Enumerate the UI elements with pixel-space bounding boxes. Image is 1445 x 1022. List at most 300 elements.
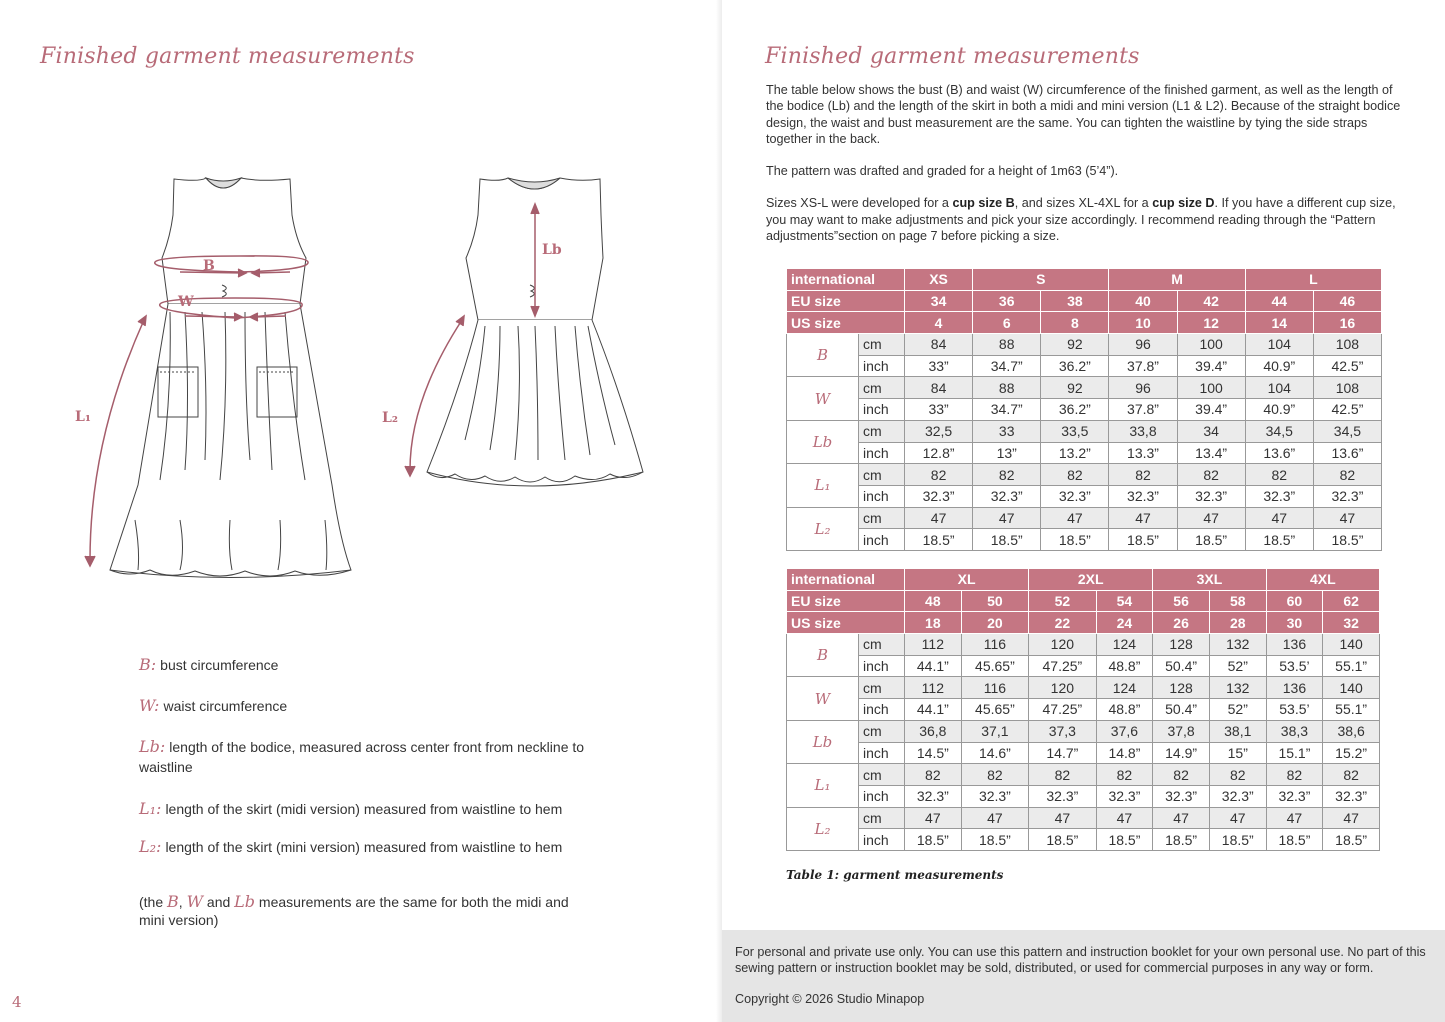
measurement-row bbox=[787, 399, 1382, 421]
measurement-value: 47 bbox=[1177, 507, 1245, 529]
size-header-cell: L bbox=[1245, 269, 1381, 291]
measurement-value: 32.3” bbox=[1041, 485, 1109, 507]
measurement-value: 32.3” bbox=[905, 785, 962, 807]
measurement-value: 34,5 bbox=[1245, 420, 1313, 442]
eu-size-row bbox=[787, 290, 1382, 312]
intro-text-run: . If you have a different cup size, you may want to make adjustments and pick your size accordingly. I recommend reading through the “Pattern adjustments”section on page 7 before picking a size. bbox=[766, 196, 1396, 244]
note-key: W bbox=[186, 892, 204, 911]
measurement-value: 34 bbox=[1177, 420, 1245, 442]
legend-item bbox=[139, 737, 589, 777]
figure-label-l1: L₁ bbox=[75, 409, 91, 425]
size-header-cell: 14 bbox=[1245, 312, 1313, 334]
legend-item bbox=[139, 799, 589, 819]
measurement-value: 42.5” bbox=[1313, 399, 1381, 421]
legend-key: L₂: bbox=[139, 837, 162, 856]
row-header: international bbox=[787, 269, 905, 291]
measurement-row bbox=[787, 720, 1380, 742]
unit-label: cm bbox=[859, 720, 905, 742]
measurement-label: Lb bbox=[787, 420, 859, 463]
measurement-value: 38,6 bbox=[1323, 720, 1380, 742]
measurement-value: 14.6” bbox=[961, 742, 1028, 764]
size-header-cell: 42 bbox=[1177, 290, 1245, 312]
size-header-cell: 12 bbox=[1177, 312, 1245, 334]
right-page-title: Finished garment measurements bbox=[765, 44, 1140, 69]
measurement-value: 92 bbox=[1041, 334, 1109, 356]
measurement-value: 45.65” bbox=[961, 655, 1028, 677]
size-header-cell: M bbox=[1109, 269, 1245, 291]
measurement-value: 33 bbox=[973, 420, 1041, 442]
measurement-value: 48.8” bbox=[1096, 699, 1153, 721]
measurement-value: 32.3” bbox=[1096, 785, 1153, 807]
measurement-value: 37,8 bbox=[1153, 720, 1210, 742]
measurement-value: 96 bbox=[1109, 334, 1177, 356]
measurement-value: 14.8” bbox=[1096, 742, 1153, 764]
figure-label-w: W bbox=[178, 294, 194, 310]
measurement-value: 100 bbox=[1177, 377, 1245, 399]
unit-label: inch bbox=[859, 655, 905, 677]
unit-label: cm bbox=[859, 377, 905, 399]
measurement-value: 18.5” bbox=[1266, 829, 1323, 851]
measurement-value: 36,8 bbox=[905, 720, 962, 742]
measurement-value: 88 bbox=[973, 377, 1041, 399]
measurement-value: 82 bbox=[1096, 764, 1153, 786]
measurement-value: 36.2” bbox=[1041, 355, 1109, 377]
measurement-value: 82 bbox=[1209, 764, 1266, 786]
note-key: Lb bbox=[234, 892, 256, 911]
measurement-value: 128 bbox=[1153, 677, 1210, 699]
measurement-value: 48.8” bbox=[1096, 655, 1153, 677]
measurement-value: 38,3 bbox=[1266, 720, 1323, 742]
size-header-cell: S bbox=[973, 269, 1109, 291]
unit-label: inch bbox=[859, 785, 905, 807]
measurement-value: 18.5” bbox=[1313, 529, 1381, 551]
us-size-row bbox=[787, 612, 1380, 634]
measurement-row bbox=[787, 634, 1380, 656]
legend-item bbox=[139, 837, 589, 857]
measurement-value: 104 bbox=[1245, 377, 1313, 399]
measurement-value: 39.4” bbox=[1177, 355, 1245, 377]
legend-text: length of the bodice, measured across center front from neckline to waistline bbox=[139, 739, 585, 775]
measurements-table-xl-4xl bbox=[786, 568, 1380, 851]
cup-size-d: cup size D bbox=[1152, 196, 1215, 211]
size-header-cell: 38 bbox=[1041, 290, 1109, 312]
note-text: measurements are the same for both the midi and mini version) bbox=[139, 894, 569, 928]
measurement-value: 53.5’ bbox=[1266, 655, 1323, 677]
measurement-value: 18.5” bbox=[1209, 829, 1266, 851]
measurement-value: 32.3” bbox=[961, 785, 1028, 807]
measurement-value: 32.3” bbox=[1323, 785, 1380, 807]
legend-key: L₁: bbox=[139, 799, 162, 818]
measurement-value: 37.8” bbox=[1109, 399, 1177, 421]
measurement-value: 18.5” bbox=[905, 529, 973, 551]
unit-label: inch bbox=[859, 829, 905, 851]
measurement-value: 32,5 bbox=[905, 420, 973, 442]
measurement-value: 55.1” bbox=[1323, 699, 1380, 721]
measurement-value: 82 bbox=[1109, 464, 1177, 486]
intro-paragraph: The pattern was drafted and graded for a height of 1m63 (5’4”). bbox=[766, 164, 1119, 179]
measurement-value: 55.1” bbox=[1323, 655, 1380, 677]
intro-paragraph bbox=[766, 195, 1406, 244]
measurement-value: 18.5” bbox=[1177, 529, 1245, 551]
unit-label: inch bbox=[859, 399, 905, 421]
unit-label: inch bbox=[859, 529, 905, 551]
measurement-value: 136 bbox=[1266, 634, 1323, 656]
size-header-cell: 36 bbox=[973, 290, 1041, 312]
measurement-value: 34.7” bbox=[973, 355, 1041, 377]
size-header-cell: 18 bbox=[905, 612, 962, 634]
measurement-value: 124 bbox=[1096, 634, 1153, 656]
measurement-value: 32.3” bbox=[1266, 785, 1323, 807]
unit-label: inch bbox=[859, 355, 905, 377]
legend-text: bust circumference bbox=[160, 657, 279, 673]
measurement-value: 82 bbox=[1153, 764, 1210, 786]
measurement-value: 47 bbox=[1109, 507, 1177, 529]
measurement-value: 34,5 bbox=[1313, 420, 1381, 442]
measurement-value: 15” bbox=[1209, 742, 1266, 764]
us-size-row bbox=[787, 312, 1382, 334]
measurement-value: 52” bbox=[1209, 699, 1266, 721]
measurement-value: 82 bbox=[1313, 464, 1381, 486]
measurement-value: 32.3” bbox=[1245, 485, 1313, 507]
measurement-value: 112 bbox=[905, 677, 962, 699]
measurement-label: B bbox=[787, 334, 859, 377]
measurement-value: 15.2” bbox=[1323, 742, 1380, 764]
size-header-cell: 34 bbox=[905, 290, 973, 312]
unit-label: inch bbox=[859, 699, 905, 721]
measurement-value: 32.3” bbox=[1029, 785, 1096, 807]
measurement-value: 132 bbox=[1209, 634, 1266, 656]
measurement-value: 47 bbox=[1209, 807, 1266, 829]
measurement-value: 44.1” bbox=[905, 699, 962, 721]
measurement-value: 37,3 bbox=[1029, 720, 1096, 742]
measurement-value: 82 bbox=[961, 764, 1028, 786]
measurement-value: 15.1” bbox=[1266, 742, 1323, 764]
measurement-value: 13.3” bbox=[1109, 442, 1177, 464]
measurement-value: 18.5” bbox=[905, 829, 962, 851]
measurement-value: 82 bbox=[973, 464, 1041, 486]
measurement-row bbox=[787, 442, 1382, 464]
measurement-value: 128 bbox=[1153, 634, 1210, 656]
measurement-value: 100 bbox=[1177, 334, 1245, 356]
measurement-value: 37,6 bbox=[1096, 720, 1153, 742]
unit-label: inch bbox=[859, 442, 905, 464]
size-header-cell: 58 bbox=[1209, 590, 1266, 612]
measurement-value: 45.65” bbox=[961, 699, 1028, 721]
measurement-value: 84 bbox=[905, 377, 973, 399]
measurement-value: 47 bbox=[1323, 807, 1380, 829]
measurement-value: 32.3” bbox=[1109, 485, 1177, 507]
intro-text-run: , and sizes XL-4XL for a bbox=[1014, 196, 1153, 211]
measurement-row bbox=[787, 355, 1382, 377]
measurement-value: 33,5 bbox=[1041, 420, 1109, 442]
measurement-value: 14.7” bbox=[1029, 742, 1096, 764]
measurement-row bbox=[787, 829, 1380, 851]
measurement-value: 47 bbox=[1153, 807, 1210, 829]
cup-size-b: cup size B bbox=[952, 196, 1015, 211]
measurement-row bbox=[787, 699, 1380, 721]
measurement-value: 120 bbox=[1029, 677, 1096, 699]
size-header-cell: 24 bbox=[1096, 612, 1153, 634]
measurement-value: 32.3” bbox=[905, 485, 973, 507]
measurement-row bbox=[787, 785, 1380, 807]
measurement-value: 108 bbox=[1313, 377, 1381, 399]
measurement-value: 18.5” bbox=[961, 829, 1028, 851]
measurement-value: 82 bbox=[1323, 764, 1380, 786]
measurement-label: W bbox=[787, 377, 859, 420]
size-header-cell: 46 bbox=[1313, 290, 1381, 312]
size-header-cell: 54 bbox=[1096, 590, 1153, 612]
measurement-value: 18.5” bbox=[1109, 529, 1177, 551]
measurement-value: 47.25” bbox=[1029, 655, 1096, 677]
unit-label: cm bbox=[859, 334, 905, 356]
right-page bbox=[722, 0, 1445, 1022]
measurement-value: 96 bbox=[1109, 377, 1177, 399]
measurement-value: 32.3” bbox=[973, 485, 1041, 507]
size-header-cell: 3XL bbox=[1153, 569, 1266, 591]
size-header-cell: 48 bbox=[905, 590, 962, 612]
measurement-value: 40.9” bbox=[1245, 355, 1313, 377]
note-text: , bbox=[178, 894, 187, 910]
size-header-cell: 28 bbox=[1209, 612, 1266, 634]
measurement-value: 18.5” bbox=[1153, 829, 1210, 851]
size-header-cell: 16 bbox=[1313, 312, 1381, 334]
row-header: US size bbox=[787, 612, 905, 634]
measurement-label: L₂ bbox=[787, 807, 859, 850]
size-header-cell: 4 bbox=[905, 312, 973, 334]
unit-label: cm bbox=[859, 420, 905, 442]
unit-label: cm bbox=[859, 464, 905, 486]
measurement-value: 136 bbox=[1266, 677, 1323, 699]
figure-label-b: B bbox=[203, 258, 215, 274]
international-size-row bbox=[787, 569, 1380, 591]
measurement-row bbox=[787, 742, 1380, 764]
dress-illustrations bbox=[60, 160, 660, 600]
measurement-label: L₁ bbox=[787, 764, 859, 807]
measurement-value: 33” bbox=[905, 355, 973, 377]
unit-label: cm bbox=[859, 634, 905, 656]
measurement-value: 40.9” bbox=[1245, 399, 1313, 421]
table-caption: Table 1: garment measurements bbox=[786, 868, 1004, 882]
unit-label: cm bbox=[859, 677, 905, 699]
measurement-value: 120 bbox=[1029, 634, 1096, 656]
measurement-value: 82 bbox=[1245, 464, 1313, 486]
footer bbox=[722, 930, 1445, 1022]
size-header-cell: 40 bbox=[1109, 290, 1177, 312]
measurement-value: 34.7” bbox=[973, 399, 1041, 421]
legend-item bbox=[139, 696, 589, 716]
measurement-value: 140 bbox=[1323, 634, 1380, 656]
measurement-value: 18.5” bbox=[1041, 529, 1109, 551]
measurement-value: 47 bbox=[1029, 807, 1096, 829]
unit-label: cm bbox=[859, 764, 905, 786]
size-header-cell: 26 bbox=[1153, 612, 1210, 634]
intro-text bbox=[766, 82, 1406, 260]
size-header-cell: 44 bbox=[1245, 290, 1313, 312]
size-header-cell: 20 bbox=[961, 612, 1028, 634]
measurement-value: 42.5” bbox=[1313, 355, 1381, 377]
size-header-cell: 10 bbox=[1109, 312, 1177, 334]
measurement-row bbox=[787, 420, 1382, 442]
measurement-value: 13.6” bbox=[1245, 442, 1313, 464]
size-header-cell: 22 bbox=[1029, 612, 1096, 634]
measurement-value: 82 bbox=[905, 464, 973, 486]
measurement-row bbox=[787, 677, 1380, 699]
legend-text: length of the skirt (mini version) measured from waistline to hem bbox=[165, 839, 563, 855]
measurement-value: 13.6” bbox=[1313, 442, 1381, 464]
measurement-value: 88 bbox=[973, 334, 1041, 356]
measurement-value: 44.1” bbox=[905, 655, 962, 677]
size-header-cell: 4XL bbox=[1266, 569, 1379, 591]
measurement-row bbox=[787, 485, 1382, 507]
unit-label: inch bbox=[859, 742, 905, 764]
measurement-value: 13” bbox=[973, 442, 1041, 464]
legend-text: waist circumference bbox=[163, 698, 288, 714]
measurement-value: 33,8 bbox=[1109, 420, 1177, 442]
measurement-value: 104 bbox=[1245, 334, 1313, 356]
left-page bbox=[0, 0, 722, 1022]
measurement-row bbox=[787, 464, 1382, 486]
size-header-cell: 60 bbox=[1266, 590, 1323, 612]
legend-key: B: bbox=[139, 655, 157, 674]
measurement-value: 82 bbox=[1029, 764, 1096, 786]
measurement-value: 32.3” bbox=[1313, 485, 1381, 507]
row-header: US size bbox=[787, 312, 905, 334]
size-header-cell: 52 bbox=[1029, 590, 1096, 612]
measurement-value: 37.8” bbox=[1109, 355, 1177, 377]
measurement-value: 14.9” bbox=[1153, 742, 1210, 764]
measurement-value: 13.4” bbox=[1177, 442, 1245, 464]
measurement-label: Lb bbox=[787, 720, 859, 763]
unit-label: cm bbox=[859, 507, 905, 529]
footer-disclaimer: For personal and private use only. You can use this pattern and instruction booklet for your own personal use. No part of this sewing pattern or instruction booklet may be sold, distributed, or used for commercial purposes in any way or form. bbox=[735, 945, 1426, 975]
size-header-cell: 6 bbox=[973, 312, 1041, 334]
row-header: EU size bbox=[787, 290, 905, 312]
measurement-label: B bbox=[787, 634, 859, 677]
measurement-row bbox=[787, 507, 1382, 529]
size-header-cell: 30 bbox=[1266, 612, 1323, 634]
measurement-value: 92 bbox=[1041, 377, 1109, 399]
legend-key: W: bbox=[139, 696, 160, 715]
size-header-cell: 56 bbox=[1153, 590, 1210, 612]
measurement-label: W bbox=[787, 677, 859, 720]
measurement-label: L₂ bbox=[787, 507, 859, 550]
measurement-value: 47 bbox=[1096, 807, 1153, 829]
figure-label-lb: Lb bbox=[542, 242, 562, 258]
measurement-value: 32.3” bbox=[1153, 785, 1210, 807]
measurement-value: 39.4” bbox=[1177, 399, 1245, 421]
measurement-value: 116 bbox=[961, 677, 1028, 699]
figure-label-l2: L₂ bbox=[382, 410, 398, 426]
row-header: international bbox=[787, 569, 905, 591]
measurement-value: 82 bbox=[1266, 764, 1323, 786]
note-text: and bbox=[203, 894, 235, 910]
eu-size-row bbox=[787, 590, 1380, 612]
front-dress-drawing bbox=[110, 178, 351, 578]
intro-text-run: Sizes XS-L were developed for a bbox=[766, 196, 953, 211]
measurement-row bbox=[787, 764, 1380, 786]
measurement-value: 124 bbox=[1096, 677, 1153, 699]
measurement-value: 82 bbox=[905, 764, 962, 786]
footer-copyright: Copyright © 2026 Studio Minapop bbox=[735, 992, 925, 1006]
measurement-value: 32.3” bbox=[1209, 785, 1266, 807]
measurement-value: 47 bbox=[1266, 807, 1323, 829]
size-header-cell: 62 bbox=[1323, 590, 1380, 612]
page-number: 4 bbox=[12, 993, 22, 1011]
measurement-value: 47 bbox=[1245, 507, 1313, 529]
measurement-value: 112 bbox=[905, 634, 962, 656]
measurement-value: 18.5” bbox=[1096, 829, 1153, 851]
unit-label: inch bbox=[859, 485, 905, 507]
measurement-row bbox=[787, 529, 1382, 551]
measurement-row bbox=[787, 377, 1382, 399]
measurement-value: 36.2” bbox=[1041, 399, 1109, 421]
measurement-value: 33” bbox=[905, 399, 973, 421]
measurement-value: 47 bbox=[905, 807, 962, 829]
measurement-value: 47 bbox=[961, 807, 1028, 829]
size-header-cell: 50 bbox=[961, 590, 1028, 612]
size-header-cell: XS bbox=[905, 269, 973, 291]
note-key: B bbox=[167, 892, 179, 911]
measurement-value: 53.5’ bbox=[1266, 699, 1323, 721]
measurements-table-xs-l bbox=[786, 268, 1382, 551]
measurement-value: 52” bbox=[1209, 655, 1266, 677]
unit-label: cm bbox=[859, 807, 905, 829]
measurement-row bbox=[787, 334, 1382, 356]
measurement-value: 12.8” bbox=[905, 442, 973, 464]
measurement-value: 13.2” bbox=[1041, 442, 1109, 464]
measurement-value: 84 bbox=[905, 334, 973, 356]
measurement-value: 116 bbox=[961, 634, 1028, 656]
legend-key: Lb: bbox=[139, 737, 166, 756]
legend-text: length of the skirt (midi version) measured from waistline to hem bbox=[165, 801, 563, 817]
size-header-cell: 2XL bbox=[1029, 569, 1153, 591]
measurement-value: 37,1 bbox=[961, 720, 1028, 742]
measurement-value: 140 bbox=[1323, 677, 1380, 699]
international-size-row bbox=[787, 269, 1382, 291]
measurement-value: 47 bbox=[905, 507, 973, 529]
measurement-value: 14.5” bbox=[905, 742, 962, 764]
size-header-cell: XL bbox=[905, 569, 1029, 591]
note-text: (the bbox=[139, 894, 168, 910]
measurement-value: 82 bbox=[1041, 464, 1109, 486]
measurement-value: 18.5” bbox=[1245, 529, 1313, 551]
measurement-value: 47 bbox=[1041, 507, 1109, 529]
measurement-value: 82 bbox=[1177, 464, 1245, 486]
measurement-value: 18.5” bbox=[973, 529, 1041, 551]
legend-item bbox=[139, 655, 589, 675]
measurement-value: 18.5” bbox=[1029, 829, 1096, 851]
measurement-value: 47 bbox=[1313, 507, 1381, 529]
legend-note bbox=[139, 893, 579, 929]
measurement-row bbox=[787, 655, 1380, 677]
measurement-value: 47.25” bbox=[1029, 699, 1096, 721]
measurement-value: 32.3” bbox=[1177, 485, 1245, 507]
measurement-value: 38,1 bbox=[1209, 720, 1266, 742]
measurement-value: 18.5” bbox=[1323, 829, 1380, 851]
intro-paragraph: The table below shows the bust (B) and waist (W) circumference of the finished garment, as well as the length of the bodice (Lb) and the length of the skirt in both a midi and mini version (L1 & L2). Because of the straight bodice design, the waist and bust measurement are the same. You can tighten the waistline by tying the side straps together in the back. bbox=[766, 83, 1401, 146]
measurement-value: 108 bbox=[1313, 334, 1381, 356]
measurement-value: 50.4” bbox=[1153, 655, 1210, 677]
size-header-cell: 8 bbox=[1041, 312, 1109, 334]
measurement-value: 50.4” bbox=[1153, 699, 1210, 721]
measurement-label: L₁ bbox=[787, 464, 859, 507]
row-header: EU size bbox=[787, 590, 905, 612]
left-page-title: Finished garment measurements bbox=[40, 44, 415, 69]
measurement-value: 132 bbox=[1209, 677, 1266, 699]
measurement-row bbox=[787, 807, 1380, 829]
size-header-cell: 32 bbox=[1323, 612, 1380, 634]
measurement-value: 47 bbox=[973, 507, 1041, 529]
